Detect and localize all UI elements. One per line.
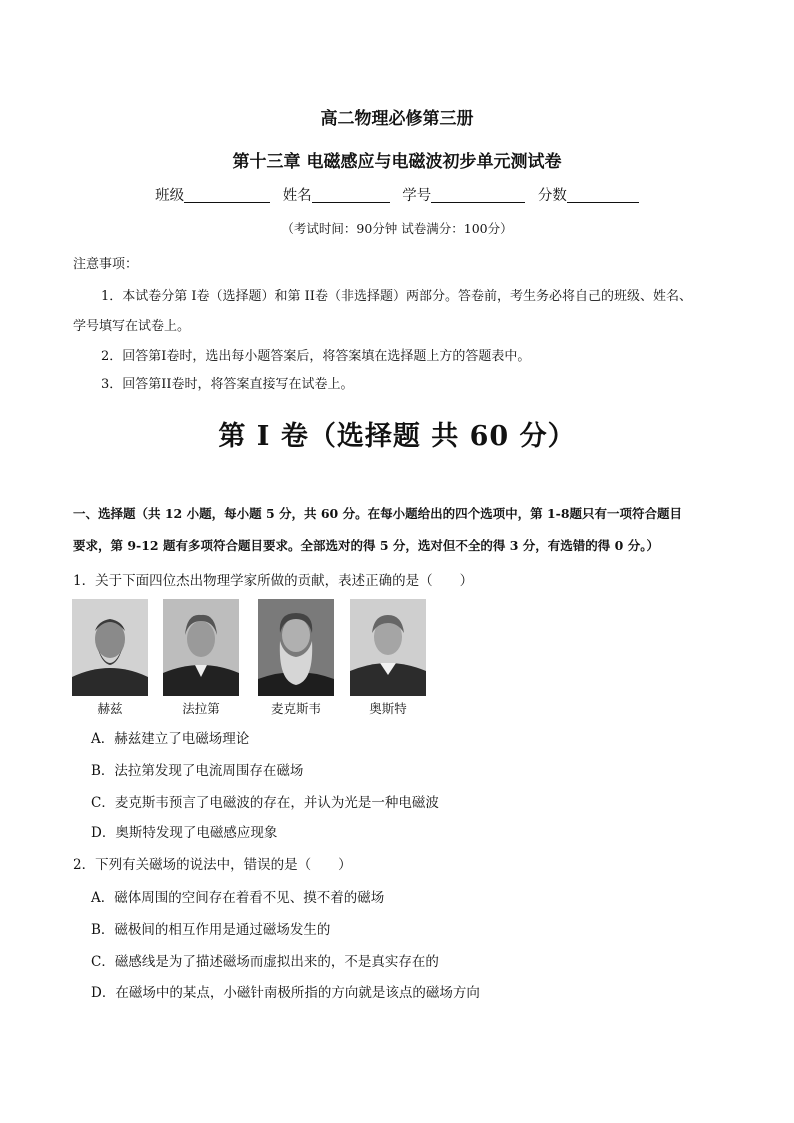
caption-maxwell: 麦克斯韦 xyxy=(270,701,321,716)
note-item-1-line-1: 1．本试卷分第 I卷（选择题）和第 II卷（非选择题）两部分。答卷前，考生务必将自己的班级、姓名、 xyxy=(101,289,692,304)
section-title: 第 I 卷（选择题 共 60 分） xyxy=(218,421,576,452)
notes-heading: 注意事项： xyxy=(73,257,139,272)
caption-hertz: 赫兹 xyxy=(97,701,123,716)
section-instruction-line-1: 一、选择题（共 12 小题，每小题 5 分，共 60 分。在每小题给出的四个选项中，第 1-8题只有一项符合题目 xyxy=(73,506,683,521)
score-label: 分数 xyxy=(537,188,567,204)
caption-faraday: 法拉第 xyxy=(182,701,220,716)
caption-oersted: 奥斯特 xyxy=(369,701,407,716)
question-2-option-b[interactable]: B．磁极间的相互作用是通过磁场发生的 xyxy=(91,922,331,938)
question-2-option-a[interactable]: A．磁体周围的空间存在着看不见、摸不着的磁场 xyxy=(91,890,385,906)
question-1-option-a[interactable]: A．赫兹建立了电磁场理论 xyxy=(91,731,250,747)
class-blank[interactable] xyxy=(184,188,270,203)
exam-meta: （考试时间：90分钟 试卷满分：100分） xyxy=(281,221,513,236)
note-item-2: 2．回答第I卷时，选出每小题答案后，将答案填在选择题上方的答题表中。 xyxy=(101,349,531,364)
question-1-option-d[interactable]: D．奥斯特发现了电磁感应现象 xyxy=(91,825,278,841)
question-1-option-c[interactable]: C．麦克斯韦预言了电磁波的存在，并认为光是一种电磁波 xyxy=(91,795,439,811)
question-1-option-b[interactable]: B．法拉第发现了电流周围存在磁场 xyxy=(91,763,304,779)
portrait-faraday xyxy=(163,599,239,696)
portrait-hertz xyxy=(72,599,148,696)
id-label: 学号 xyxy=(402,188,432,204)
exam-subtitle: 第十三章 电磁感应与电磁波初步单元测试卷 xyxy=(232,152,562,172)
question-2-stem: 2．下列有关磁场的说法中，错误的是（ ） xyxy=(73,857,352,873)
id-blank[interactable] xyxy=(431,188,525,203)
portrait-oersted xyxy=(350,599,426,696)
question-1-stem: 1．关于下面四位杰出物理学家所做的贡献，表述正确的是（ ） xyxy=(73,573,474,589)
student-info-row xyxy=(0,184,794,205)
exam-title: 高二物理必修第三册 xyxy=(320,109,474,129)
portrait-maxwell xyxy=(258,599,334,696)
name-blank[interactable] xyxy=(312,188,390,203)
question-2-option-c[interactable]: C．磁感线是为了描述磁场而虚拟出来的，不是真实存在的 xyxy=(91,954,439,970)
name-label: 姓名 xyxy=(282,188,312,204)
note-item-1-line-2: 学号填写在试卷上。 xyxy=(73,319,191,334)
question-2-option-d[interactable]: D．在磁场中的某点，小磁针南极所指的方向就是该点的磁场方向 xyxy=(91,985,480,1001)
score-blank[interactable] xyxy=(567,188,639,203)
note-item-3: 3．回答第II卷时，将答案直接写在试卷上。 xyxy=(101,377,354,392)
class-label: 班级 xyxy=(155,188,185,204)
section-instruction-line-2: 要求，第 9-12 题有多项符合题目要求。全部选对的得 5 分，选对但不全的得 3 分，有选错的得 0 分。） xyxy=(73,538,659,553)
